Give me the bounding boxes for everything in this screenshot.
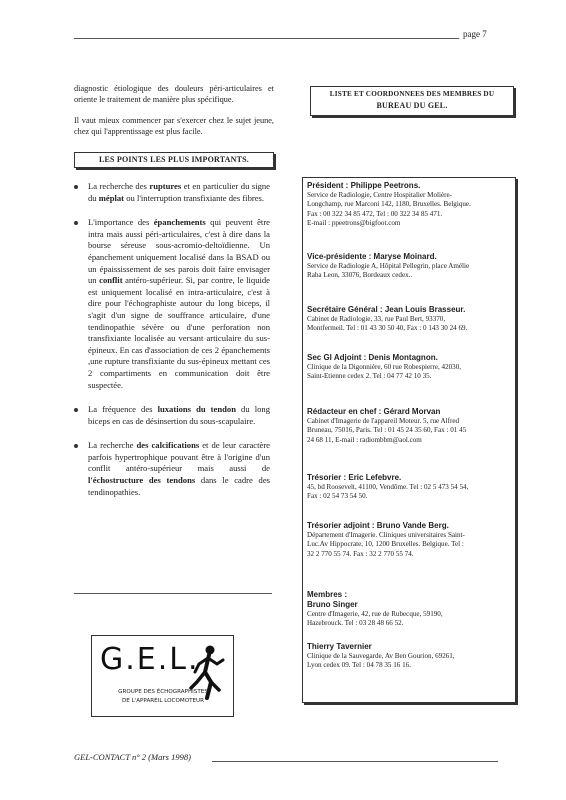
- list-item: L'importance des épanchements qui peuvent être intra mais aussi péri-articulaires, c'est à dire dans la bourse séreuse sous-acromio-deltoïdienne. Un épanchement uniquement localisé dans la BSAD ou un épaississement de ses parois doit faire envisager un conflit antéro-supérieur. Si, par contre, le liquide est uniquement localisé en intra-articulaire, c'est à dire pour l'échographiste autour du long biceps, il s'agit d'un signe de souffrance articulaire, d'une tendinopathie sévère ou d'une perforation non transfixiante localisée au versant articulaire du sus-épineux. En cas d'association de ces 2 épanchements ,une rupture transfixiante du sus-épineux mettant ces 2 compartiments en communication doit être suspectée.: [74, 217, 270, 391]
- member-entry-tavernier: Thierry Tavernier Clinique de la Sauvegarde, Av Ben Gourion, 69261, Lyon cedex 09. Tel : 04 78 35 16 16.: [307, 642, 509, 671]
- advice-paragraph: Il vaut mieux commencer par s'exercer chez le sujet jeune, chez qui l'apprentissage est plus facile.: [74, 115, 274, 137]
- member-entry-secretary: Secrétaire Général : Jean Louis Brasseur. Cabinet de Radiologie, 33, rue Paul Bert, 93370, Montfermeil. Tel : 01 43 30 50 40, Fax : 0 143 30 24 69.: [307, 305, 509, 334]
- intro-paragraph: diagnostic étiologique des douleurs péri-articulaires et oriente le traitement de manière plus spécifique.: [74, 84, 274, 105]
- list-item: La fréquence des luxations du tendon du long biceps en cas de désinsertion du sous-scapulaire.: [74, 404, 270, 427]
- member-name: Bruno Singer: [307, 600, 358, 609]
- logo-letters: G.E.L.: [100, 642, 200, 677]
- left-column-end-rule: [74, 593, 272, 594]
- members-title-line-1: LISTE ET COORDONNEES DES MEMBRES DU: [329, 90, 495, 98]
- member-entry-treasurer: Trésorier : Eric Lefebvre. 45, bd Roosevelt, 41100, Vendôme. Tel : 02 5 473 54 54, Fax : 02 54 73 54 50.: [307, 473, 509, 502]
- bullet-dot: [74, 408, 78, 412]
- bullet-dot: [74, 185, 78, 189]
- member-title: Secrétaire Général : Jean Louis Brasseur.: [307, 305, 466, 314]
- member-title: Sec Gl Adjoint : Denis Montagnon.: [307, 353, 438, 362]
- member-entry-editor: Rédacteur en chef : Gérard Morvan Cabinet d'Imagerie de l'appareil Moteur. 5, rue Alfred Bruneau, 75016, Paris. Tel : 01 45 24 35 60, Fax : 01 45 24 68 11, E-mail : radiombbm@aol.com: [307, 407, 509, 445]
- list-item: La recherche des ruptures et en particulier du signe du méplat ou l'interruption transfixiante des fibres.: [74, 181, 270, 204]
- header-rule: [74, 38, 459, 39]
- gel-logo: [91, 635, 234, 717]
- member-title: Trésorier adjoint : Bruno Vande Berg.: [307, 521, 449, 530]
- member-title: Rédacteur en chef : Gérard Morvan: [307, 407, 441, 416]
- section-title-box: [74, 152, 274, 168]
- member-entry-treasurer-adjoint: Trésorier adjoint : Bruno Vande Berg. Département d'Imagerie. Cliniques universitaires Saint- Luc.Av Hippocrate, 10, 1200 Bruxelles. Belgique. Tel : 32 2 770 55 74. Fax : 32 2 770 55 74.: [307, 521, 509, 559]
- footer-rule: [212, 761, 498, 762]
- bullet-dot: [74, 221, 78, 225]
- logo-line-1: GROUPE DES ÉCHOGRAPHISTES: [118, 689, 208, 695]
- logo-line-2: DE L'APPAREIL LOCOMOTEUR: [121, 698, 205, 704]
- bullet-list: [74, 181, 270, 511]
- member-title: Trésorier : Eric Lefebvre.: [307, 473, 402, 482]
- page-number: page 7: [463, 29, 487, 39]
- footer-text: GEL-CONTACT n° 2 (Mars 1998): [74, 752, 191, 762]
- members-title-box: [310, 86, 514, 116]
- members-box: [302, 177, 516, 703]
- member-title: Président : Philippe Peetrons.: [307, 181, 421, 190]
- member-entry-members: Membres : Bruno Singer Centre d'Imagerie, 42, rue de Rubecque, 59190, Hazebrouck. Tel : 03 28 48 66 52.: [307, 590, 509, 629]
- bullet-dot: [74, 444, 78, 448]
- member-title: Thierry Tavernier: [307, 642, 372, 651]
- member-entry-president: Président : Philippe Peetrons. Service de Radiologie, Centre Hospitalier Molière- Longchamp, rue Marconi 142, 1180, Bruxelles. Belgique. Fax : 00 322 34 85 472, Tel : 00 322 34 85 471. E-mail : ppeetrons@bigfoot.com: [307, 181, 509, 229]
- left-column: [74, 83, 274, 138]
- list-item: La recherche des calcifications et de leur caractère parfois hypertrophique pouvant être à l'origine d'un conflit antéro-supérieur mais aussi de l'échostructure des tendons dans le cadre des tendinopathies.: [74, 440, 270, 498]
- member-title: Vice-présidente : Maryse Moinard.: [307, 252, 437, 261]
- member-title: Membres :: [307, 590, 348, 599]
- member-entry-secretary-adjoint: Sec Gl Adjoint : Denis Montagnon. Clinique de la Digonnière, 60 rue Robespierre, 42030, Saint-Etienne cedex 2. Tel : 04 77 42 10 35.: [307, 353, 509, 382]
- section-title: LES POINTS LES PLUS IMPORTANTS.: [98, 155, 250, 164]
- members-title-line-2: BUREAU DU GEL.: [376, 101, 448, 110]
- member-entry-vice-president: Vice-présidente : Maryse Moinard. Service de Radiologie A, Hôpital Pellegrin, place Amélie Raba Leon, 33076, Bordeaux cedex..: [307, 252, 509, 281]
